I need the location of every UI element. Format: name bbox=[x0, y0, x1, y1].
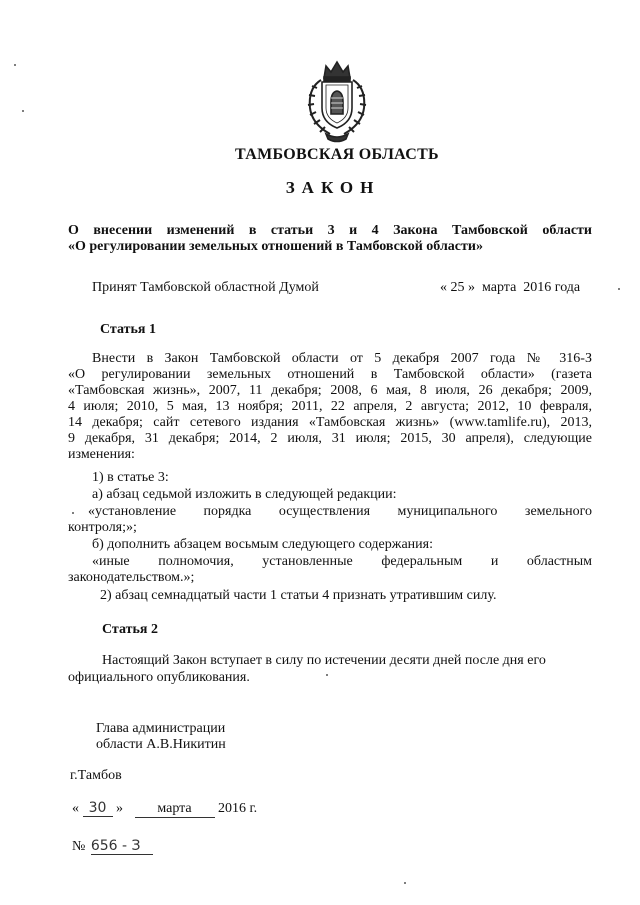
signed-date bbox=[72, 800, 257, 818]
article-1-quote-1-line: контроля;»; bbox=[68, 520, 137, 535]
date-close-quote: » bbox=[116, 801, 123, 816]
article-2-text-line: Настоящий Закон вступает в силу по истечении десяти дней после дня его bbox=[102, 653, 546, 668]
article-1-quote-1-line: «установление порядка осуществления муниципального земельного bbox=[88, 504, 592, 519]
signed-day: 30 bbox=[83, 800, 113, 817]
article-1-heading: Статья 1 bbox=[100, 322, 156, 337]
date-open-quote: « bbox=[72, 801, 79, 816]
article-1-text-line: изменения: bbox=[68, 447, 135, 462]
signatory-title: Глава администрации bbox=[96, 721, 226, 736]
document-type: ЗАКОН bbox=[285, 178, 381, 197]
article-1-item-1a: а) абзац седьмой изложить в следующей редакции: bbox=[92, 487, 397, 502]
article-2-text-line: официального опубликования. bbox=[68, 670, 250, 685]
article-1-text-line: «О регулировании земельных отношений в Тамбовской области» (газета bbox=[68, 367, 592, 382]
article-1-text-line: «Тамбовская жизнь», 2007, 11 декабря; 2008, 6 мая, 8 июля, 26 декабря; 2009, bbox=[68, 383, 592, 398]
article-1-text-line: 14 декабря; сайт сетевого издания «Тамбовская жизнь» (www.tamlife.ru), 2013, bbox=[68, 415, 592, 430]
adoption-date: « 25 » марта 2016 года bbox=[440, 280, 581, 295]
signatory-name: области А.В.Никитин bbox=[96, 737, 226, 752]
scan-speck bbox=[618, 288, 620, 290]
article-2-heading: Статья 2 bbox=[102, 622, 158, 637]
article-1-item-1: 1) в статье 3: bbox=[92, 470, 169, 485]
scan-speck bbox=[326, 674, 328, 676]
scan-speck bbox=[404, 882, 406, 884]
article-1-quote-2-line: законодательством.»; bbox=[68, 570, 195, 585]
scan-speck bbox=[72, 512, 74, 514]
law-title-line: «О регулировании земельных отношений в Тамбовской области» bbox=[68, 239, 483, 254]
article-1-text-line: Внести в Закон Тамбовской области от 5 декабря 2007 года № 316-З bbox=[92, 351, 592, 366]
scan-speck bbox=[22, 110, 24, 112]
article-1-item-2: 2) абзац семнадцатый части 1 статьи 4 признать утратившим силу. bbox=[100, 588, 497, 603]
city: г.Тамбов bbox=[70, 768, 122, 783]
law-number bbox=[72, 838, 153, 855]
region-name: ТАМБОВСКАЯ ОБЛАСТЬ bbox=[235, 146, 439, 163]
law-title-line: О внесении изменений в статьи 3 и 4 Закона Тамбовской области bbox=[68, 223, 592, 238]
number-sign: № bbox=[72, 839, 86, 854]
signed-month: марта bbox=[135, 801, 215, 818]
article-1-quote-2-line: «иные полномочия, установленные федеральным и областным bbox=[92, 554, 592, 569]
adopted-by: Принят Тамбовской областной Думой bbox=[92, 280, 319, 295]
scan-speck bbox=[14, 64, 16, 66]
signed-year: 2016 г. bbox=[218, 801, 258, 816]
tambov-coat-of-arms-emblem bbox=[300, 58, 374, 144]
number-value: 656 - З bbox=[91, 838, 153, 855]
article-1-text-line: 4 июля; 2010, 5 мая, 13 ноября; 2011, 22 апреля, 2 августа; 2012, 10 февраля, bbox=[68, 399, 592, 414]
article-1-item-1b: б) дополнить абзацем восьмым следующего содержания: bbox=[92, 537, 433, 552]
article-1-text-line: 9 декабря, 31 декабря; 2014, 2 июля, 31 июля; 2015, 30 апреля), следующие bbox=[68, 431, 592, 446]
